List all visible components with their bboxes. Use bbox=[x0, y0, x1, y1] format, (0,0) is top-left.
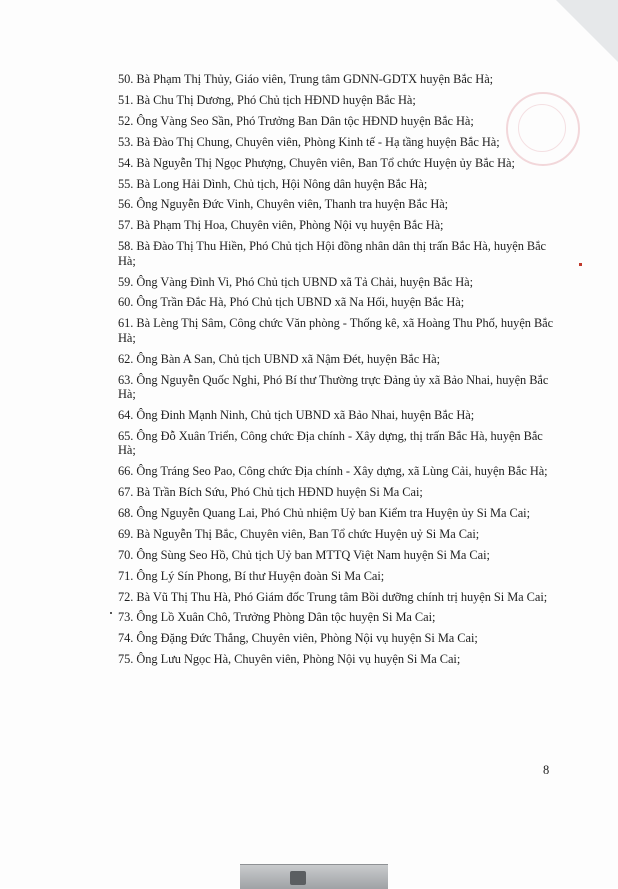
page-number: 8 bbox=[543, 763, 550, 777]
list-item: 56. Ông Nguyễn Đức Vinh, Chuyên viên, Thanh tra huyện Bắc Hà; bbox=[118, 197, 449, 212]
list-item: 53. Bà Đào Thị Chung, Chuyên viên, Phòng Kinh tế - Hạ tầng huyện Bắc Hà; bbox=[118, 134, 500, 149]
page-corner-fold bbox=[556, 0, 618, 62]
list-item: 73. Ông Lồ Xuân Chô, Trưởng Phòng Dân tộc huyện Si Ma Cai; bbox=[118, 610, 436, 625]
list-item: 68. Ông Nguyễn Quang Lai, Phó Chủ nhiệm Uỷ ban Kiểm tra Huyện ủy Si Ma Cai; bbox=[118, 505, 530, 520]
list-item: 57. Bà Phạm Thị Hoa, Chuyên viên, Phòng Nội vụ huyện Bắc Hà; bbox=[118, 218, 444, 233]
list-item: 66. Ông Tráng Seo Pao, Công chức Địa chính - Xây dựng, xã Lùng Cải, huyện Bắc Hà; bbox=[118, 464, 548, 479]
list-item: 51. Bà Chu Thị Dương, Phó Chủ tịch HĐND huyện Bắc Hà; bbox=[118, 92, 416, 107]
list-item: 75. Ông Lưu Ngọc Hà, Chuyên viên, Phòng Nội vụ huyện Si Ma Cai; bbox=[118, 652, 461, 667]
list-item: 58. Bà Đào Thị Thu Hiền, Phó Chủ tịch Hội đồng nhân dân thị trấn Bắc Hà, huyện Bắc Hà; bbox=[118, 239, 547, 268]
list-item: 55. Bà Long Hải Dình, Chủ tịch, Hội Nông dân huyện Bắc Hà; bbox=[118, 176, 428, 191]
list-item: 63. Ông Nguyễn Quốc Nghi, Phó Bí thư Thường trực Đảng ủy xã Bảo Nhai, huyện Bắc Hà; bbox=[118, 372, 549, 401]
list-item: 50. Bà Phạm Thị Thủy, Giáo viên, Trung tâm GDNN-GDTX huyện Bắc Hà; bbox=[118, 72, 494, 86]
list-item: 64. Ông Đinh Mạnh Ninh, Chủ tịch UBND xã Bảo Nhai, huyện Bắc Hà; bbox=[118, 407, 475, 422]
member-list bbox=[118, 72, 558, 667]
list-item: 72. Bà Vũ Thị Thu Hà, Phó Giám đốc Trung tâm Bồi dưỡng chính trị huyện Si Ma Cai; bbox=[118, 589, 548, 604]
scan-margin-dot bbox=[110, 612, 112, 614]
list-item: 61. Bà Lèng Thị Sâm, Công chức Văn phòng - Thống kê, xã Hoàng Thu Phố, huyện Bắc Hà; bbox=[118, 316, 554, 345]
list-item: 54. Bà Nguyễn Thị Ngọc Phượng, Chuyên viên, Ban Tổ chức Huyện ủy Bắc Hà; bbox=[118, 155, 515, 170]
scan-footer-strip bbox=[240, 864, 388, 889]
list-item: 59. Ông Vàng Đình Vi, Phó Chủ tịch UBND xã Tả Chải, huyện Bắc Hà; bbox=[118, 274, 473, 289]
list-item: 52. Ông Vàng Seo Sần, Phó Trưởng Ban Dân tộc HĐND huyện Bắc Hà; bbox=[118, 113, 474, 128]
list-item: 60. Ông Trần Đắc Hà, Phó Chủ tịch UBND xã Na Hối, huyện Bắc Hà; bbox=[118, 295, 465, 310]
footer-stamp-icon bbox=[290, 871, 306, 885]
list-item: 69. Bà Nguyễn Thị Bắc, Chuyên viên, Ban Tổ chức Huyện uỷ Si Ma Cai; bbox=[118, 526, 480, 541]
scan-red-dot bbox=[579, 263, 582, 266]
list-item: 70. Ông Sùng Seo Hồ, Chủ tịch Uỷ ban MTTQ Việt Nam huyện Si Ma Cai; bbox=[118, 547, 490, 562]
list-item: 71. Ông Lý Sín Phong, Bí thư Huyện đoàn Si Ma Cai; bbox=[118, 568, 385, 583]
list-item: 67. Bà Trần Bích Sứu, Phó Chủ tịch HĐND huyện Si Ma Cai; bbox=[118, 485, 423, 500]
list-item: 62. Ông Bàn A San, Chủ tịch UBND xã Nậm Đét, huyện Bắc Hà; bbox=[118, 351, 440, 366]
list-item: 65. Ông Đỗ Xuân Triển, Công chức Địa chính - Xây dựng, thị trấn Bắc Hà, huyện Bắc Hà; bbox=[118, 428, 543, 458]
list-item: 74. Ông Đặng Đức Thắng, Chuyên viên, Phòng Nội vụ huyện Si Ma Cai; bbox=[118, 631, 478, 646]
